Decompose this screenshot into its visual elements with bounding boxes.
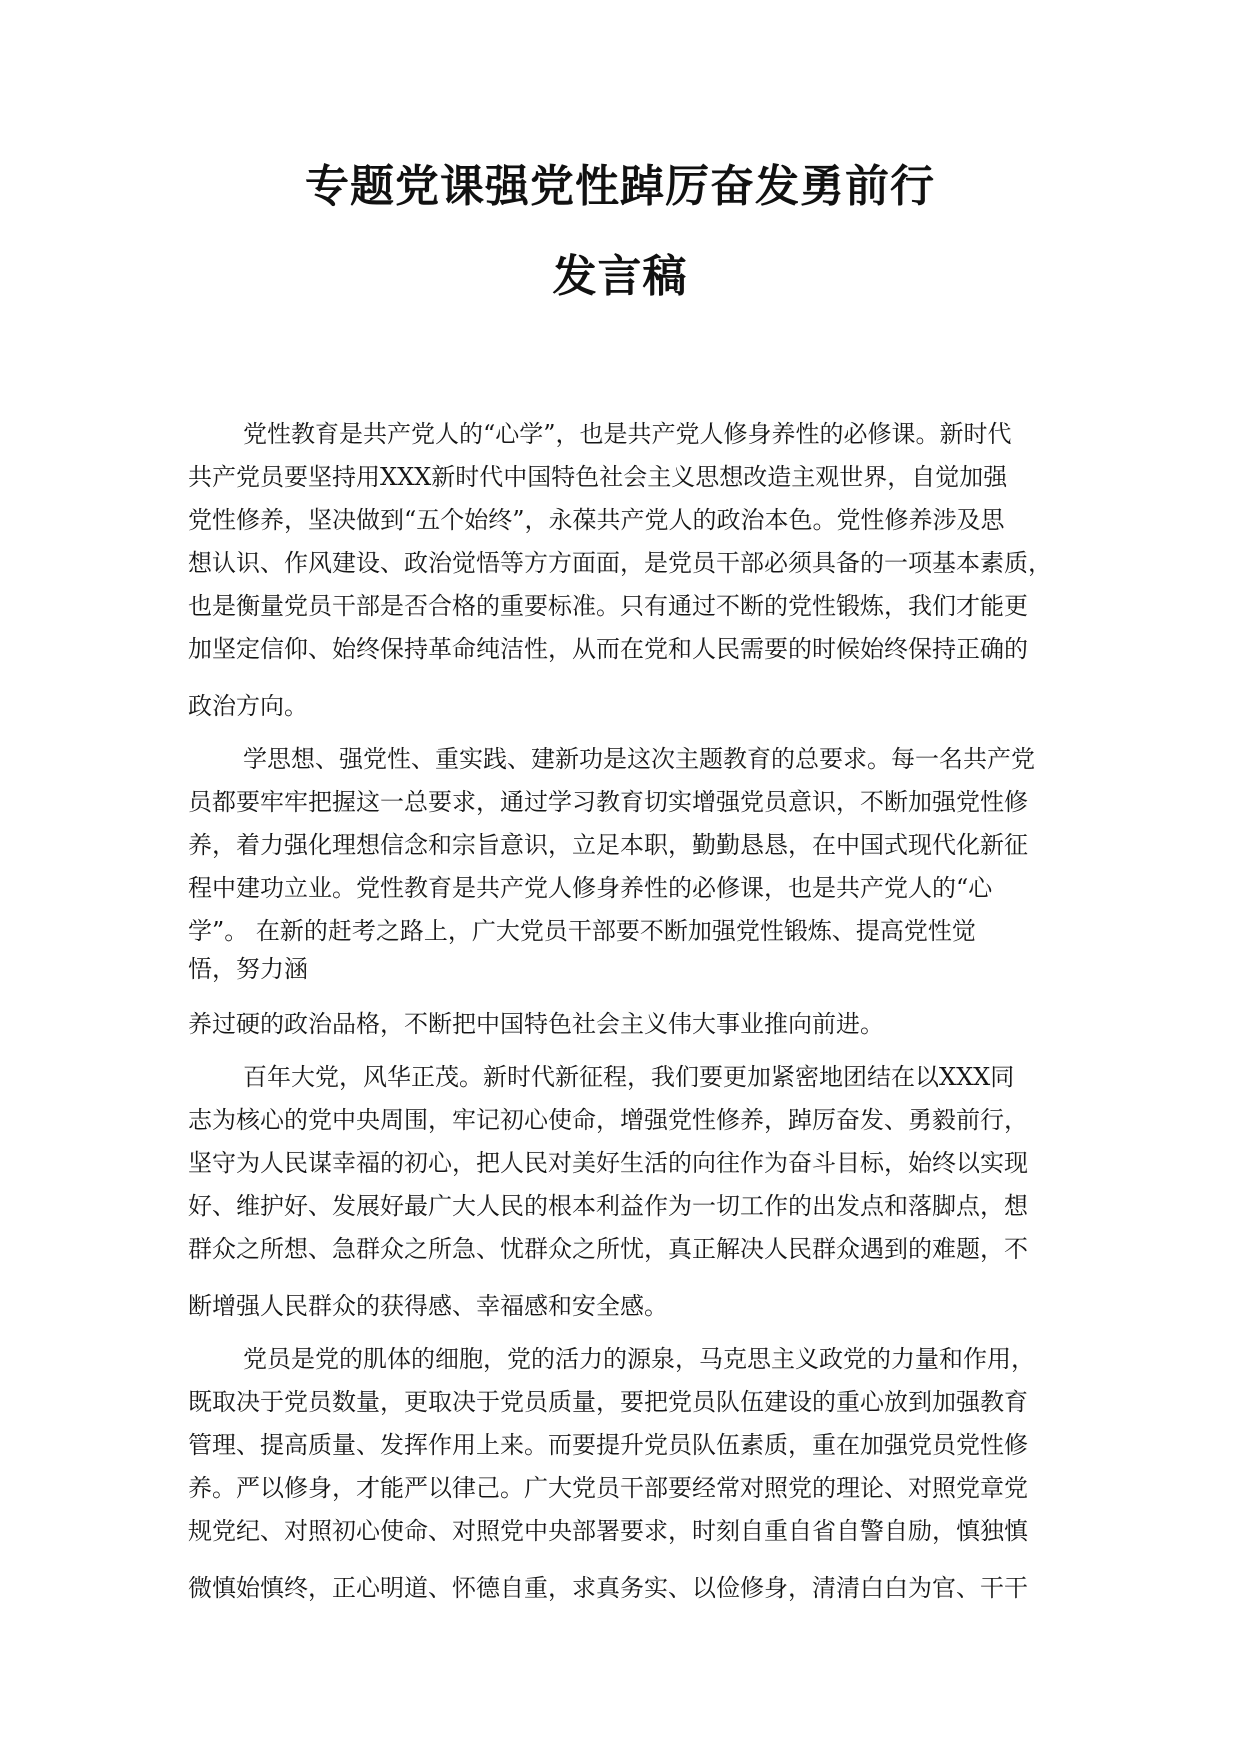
- document-title-line-2: 发言稿: [552, 251, 688, 302]
- text-line: 管理、提高质量、发挥作用上来。而要提升党员队伍素质，重在加强党员党性修: [188, 1431, 1028, 1459]
- text-line: 程中建功立业。党性教育是共产党人修身养性的必修课，也是共产党人的“心: [188, 874, 993, 902]
- text-line: 学思想、强党性、重实践、建新功是这次主题教育的总要求。每一名共产党: [243, 745, 1035, 773]
- text-line: 微慎始慎终，正心明道、怀德自重，求真务实、以俭修身，清清白白为官、干干: [188, 1574, 1028, 1602]
- text-line: 共产党员要坚持用XXX新时代中国特色社会主义思想改造主观世界，自觉加强: [188, 463, 1008, 491]
- document-title-line-1: 专题党课强党性踔厉奋发勇前行: [305, 161, 935, 212]
- text-line: 养，着力强化理想信念和宗旨意识，立足本职，勤勤恳恳，在中国式现代化新征: [188, 831, 1028, 859]
- text-line: 养。严以修身，才能严以律己。广大党员干部要经常对照党的理论、对照党章党: [188, 1474, 1028, 1502]
- text-line: 既取决于党员数量，更取决于党员质量，要把党员队伍建设的重心放到加强教育: [188, 1388, 1028, 1416]
- text-line: 悟，努力涵: [188, 955, 308, 983]
- text-line: 党员是党的肌体的细胞，党的活力的源泉，马克思主义政党的力量和作用，: [243, 1345, 1035, 1373]
- text-line: 坚守为人民谋幸福的初心，把人民对美好生活的向往作为奋斗目标，始终以实现: [188, 1149, 1028, 1177]
- text-line: 政治方向。: [188, 692, 308, 720]
- text-line: 想认识、作风建设、政治觉悟等方方面面，是党员干部必须具备的一项基本素质，: [188, 549, 1052, 577]
- text-line: 加坚定信仰、始终保持革命纯洁性，从而在党和人民需要的时候始终保持正确的: [188, 635, 1028, 663]
- text-line: 党性教育是共产党人的“心学”，也是共产党人修身养性的必修课。新时代: [243, 420, 1012, 448]
- text-line: 员都要牢牢把握这一总要求，通过学习教育切实增强党员意识，不断加强党性修: [188, 788, 1028, 816]
- text-line: 断增强人民群众的获得感、幸福感和安全感。: [188, 1292, 668, 1320]
- text-line: 学”。 在新的赶考之路上，广大党员干部要不断加强党性锻炼、提高党性觉: [188, 917, 976, 945]
- text-line: 党性修养，坚决做到“五个始终”，永葆共产党人的政治本色。党性修养涉及思: [188, 506, 1005, 534]
- text-line: 志为核心的党中央周围，牢记初心使命，增强党性修养，踔厉奋发、勇毅前行，: [188, 1106, 1028, 1134]
- text-line: 规党纪、对照初心使命、对照党中央部署要求，时刻自重自省自警自励，慎独慎: [188, 1517, 1028, 1545]
- text-line: 好、维护好、发展好最广大人民的根本利益作为一切工作的出发点和落脚点，想: [188, 1192, 1028, 1220]
- text-line: 也是衡量党员干部是否合格的重要标准。只有通过不断的党性锻炼，我们才能更: [188, 592, 1028, 620]
- text-line: 百年大党，风华正茂。新时代新征程，我们要更加紧密地团结在以XXX同: [243, 1063, 1015, 1091]
- text-line: 群众之所想、急群众之所急、忧群众之所忧，真正解决人民群众遇到的难题，不: [188, 1235, 1028, 1263]
- text-line: 养过硬的政治品格，不断把中国特色社会主义伟大事业推向前进。: [188, 1010, 884, 1038]
